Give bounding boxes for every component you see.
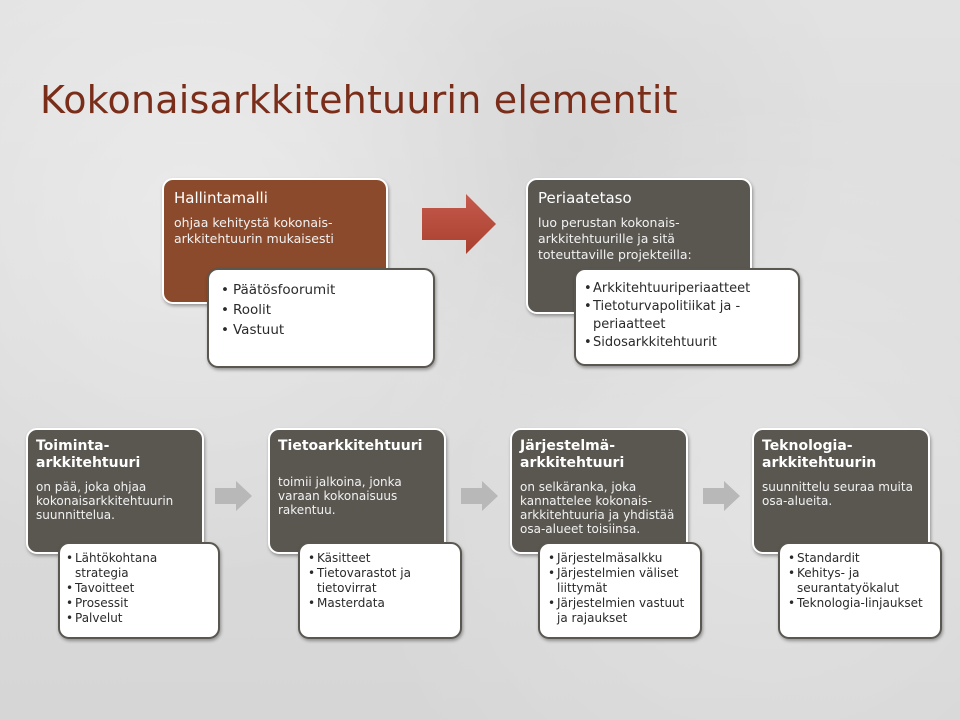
list-item: • Järjestelmien vastuut ja rajaukset [548,596,697,626]
information-architecture-heading: Tietoarkkitehtuuri [278,438,423,454]
list-item: • Käsitteet [308,551,452,566]
technology-architecture-box [752,428,930,554]
system-architecture-items-box [538,542,702,639]
list-item: • Tietovarastot ja tietovirrat [308,566,422,596]
arrow-right-icon [214,480,254,512]
technology-architecture-items-list [788,551,932,611]
list-item: • Masterdata [308,596,452,611]
list-item: • Kehitys- ja seurantatyökalut [788,566,907,596]
list-item: • Tietoturvapolitiikat ja -periaatteet [584,298,790,334]
list-item: • Lähtökohtana strategia [66,551,212,581]
governance-items-box [207,268,435,368]
list-item: • Prosessit [66,596,212,611]
system-architecture-items-list [548,551,692,626]
page-title: Kokonaisarkkitehtuurin elementit [40,78,678,122]
governance-model-description: ohjaa kehitystä kokonais-arkkitehtuurin mukaisesti [174,215,334,246]
governance-items-list [221,280,421,340]
technology-architecture-description: suunnittelu seuraa muita osa-alueita. [762,480,913,508]
list-item: • Palvelut [66,611,212,626]
list-item: • Järjestelmien väliset liittymät [548,566,687,596]
technology-architecture-items-box [778,542,942,639]
list-item: • Järjestelmäsalkku [548,551,692,566]
information-architecture-description: toimii jalkoina, jonka varaan kokonaisuus rakentuu. [278,475,402,517]
information-architecture-box [268,428,446,554]
business-architecture-description: on pää, joka ohjaa kokonaisarkkitehtuurin suunnittelua. [36,480,174,522]
list-item: • Vastuut [221,320,421,340]
business-architecture-box [26,428,204,554]
business-architecture-items-list [66,551,212,626]
principle-items-box [574,268,800,366]
system-architecture-box [510,428,688,554]
list-item: • Teknologia-linjaukset [788,596,932,611]
arrow-right-icon [460,480,500,512]
principle-items-list [584,280,790,352]
arrow-right-icon [702,480,742,512]
list-item: • Tavoitteet [66,581,212,596]
list-item: • Päätösfoorumit [221,280,421,300]
list-item: • Standardit [788,551,932,566]
arrow-right-icon [420,192,500,256]
information-architecture-items-box [298,542,462,639]
governance-model-heading: Hallintamalli [174,189,268,207]
list-item: • Arkkitehtuuriperiaatteet [584,280,790,298]
list-item: • Roolit [221,300,421,320]
principle-level-heading: Periaatetaso [538,189,632,207]
business-architecture-heading: Toiminta-arkkitehtuuri [36,438,141,471]
business-architecture-items-box [58,542,220,639]
technology-architecture-heading: Teknologia-arkkitehtuurin [762,438,877,471]
system-architecture-heading: Järjestelmä-arkkitehtuuri [520,438,625,471]
list-item: • Sidosarkkitehtuurit [584,334,790,352]
system-architecture-description: on selkäranka, joka kannattelee kokonais-arkkitehtuuria ja yhdistää osa-alueet toisiinsa. [520,480,675,536]
principle-level-description: luo perustan kokonais-arkkitehtuurille ja sitä toteuttaville projekteilla: [538,215,692,262]
information-architecture-items-list [308,551,452,611]
